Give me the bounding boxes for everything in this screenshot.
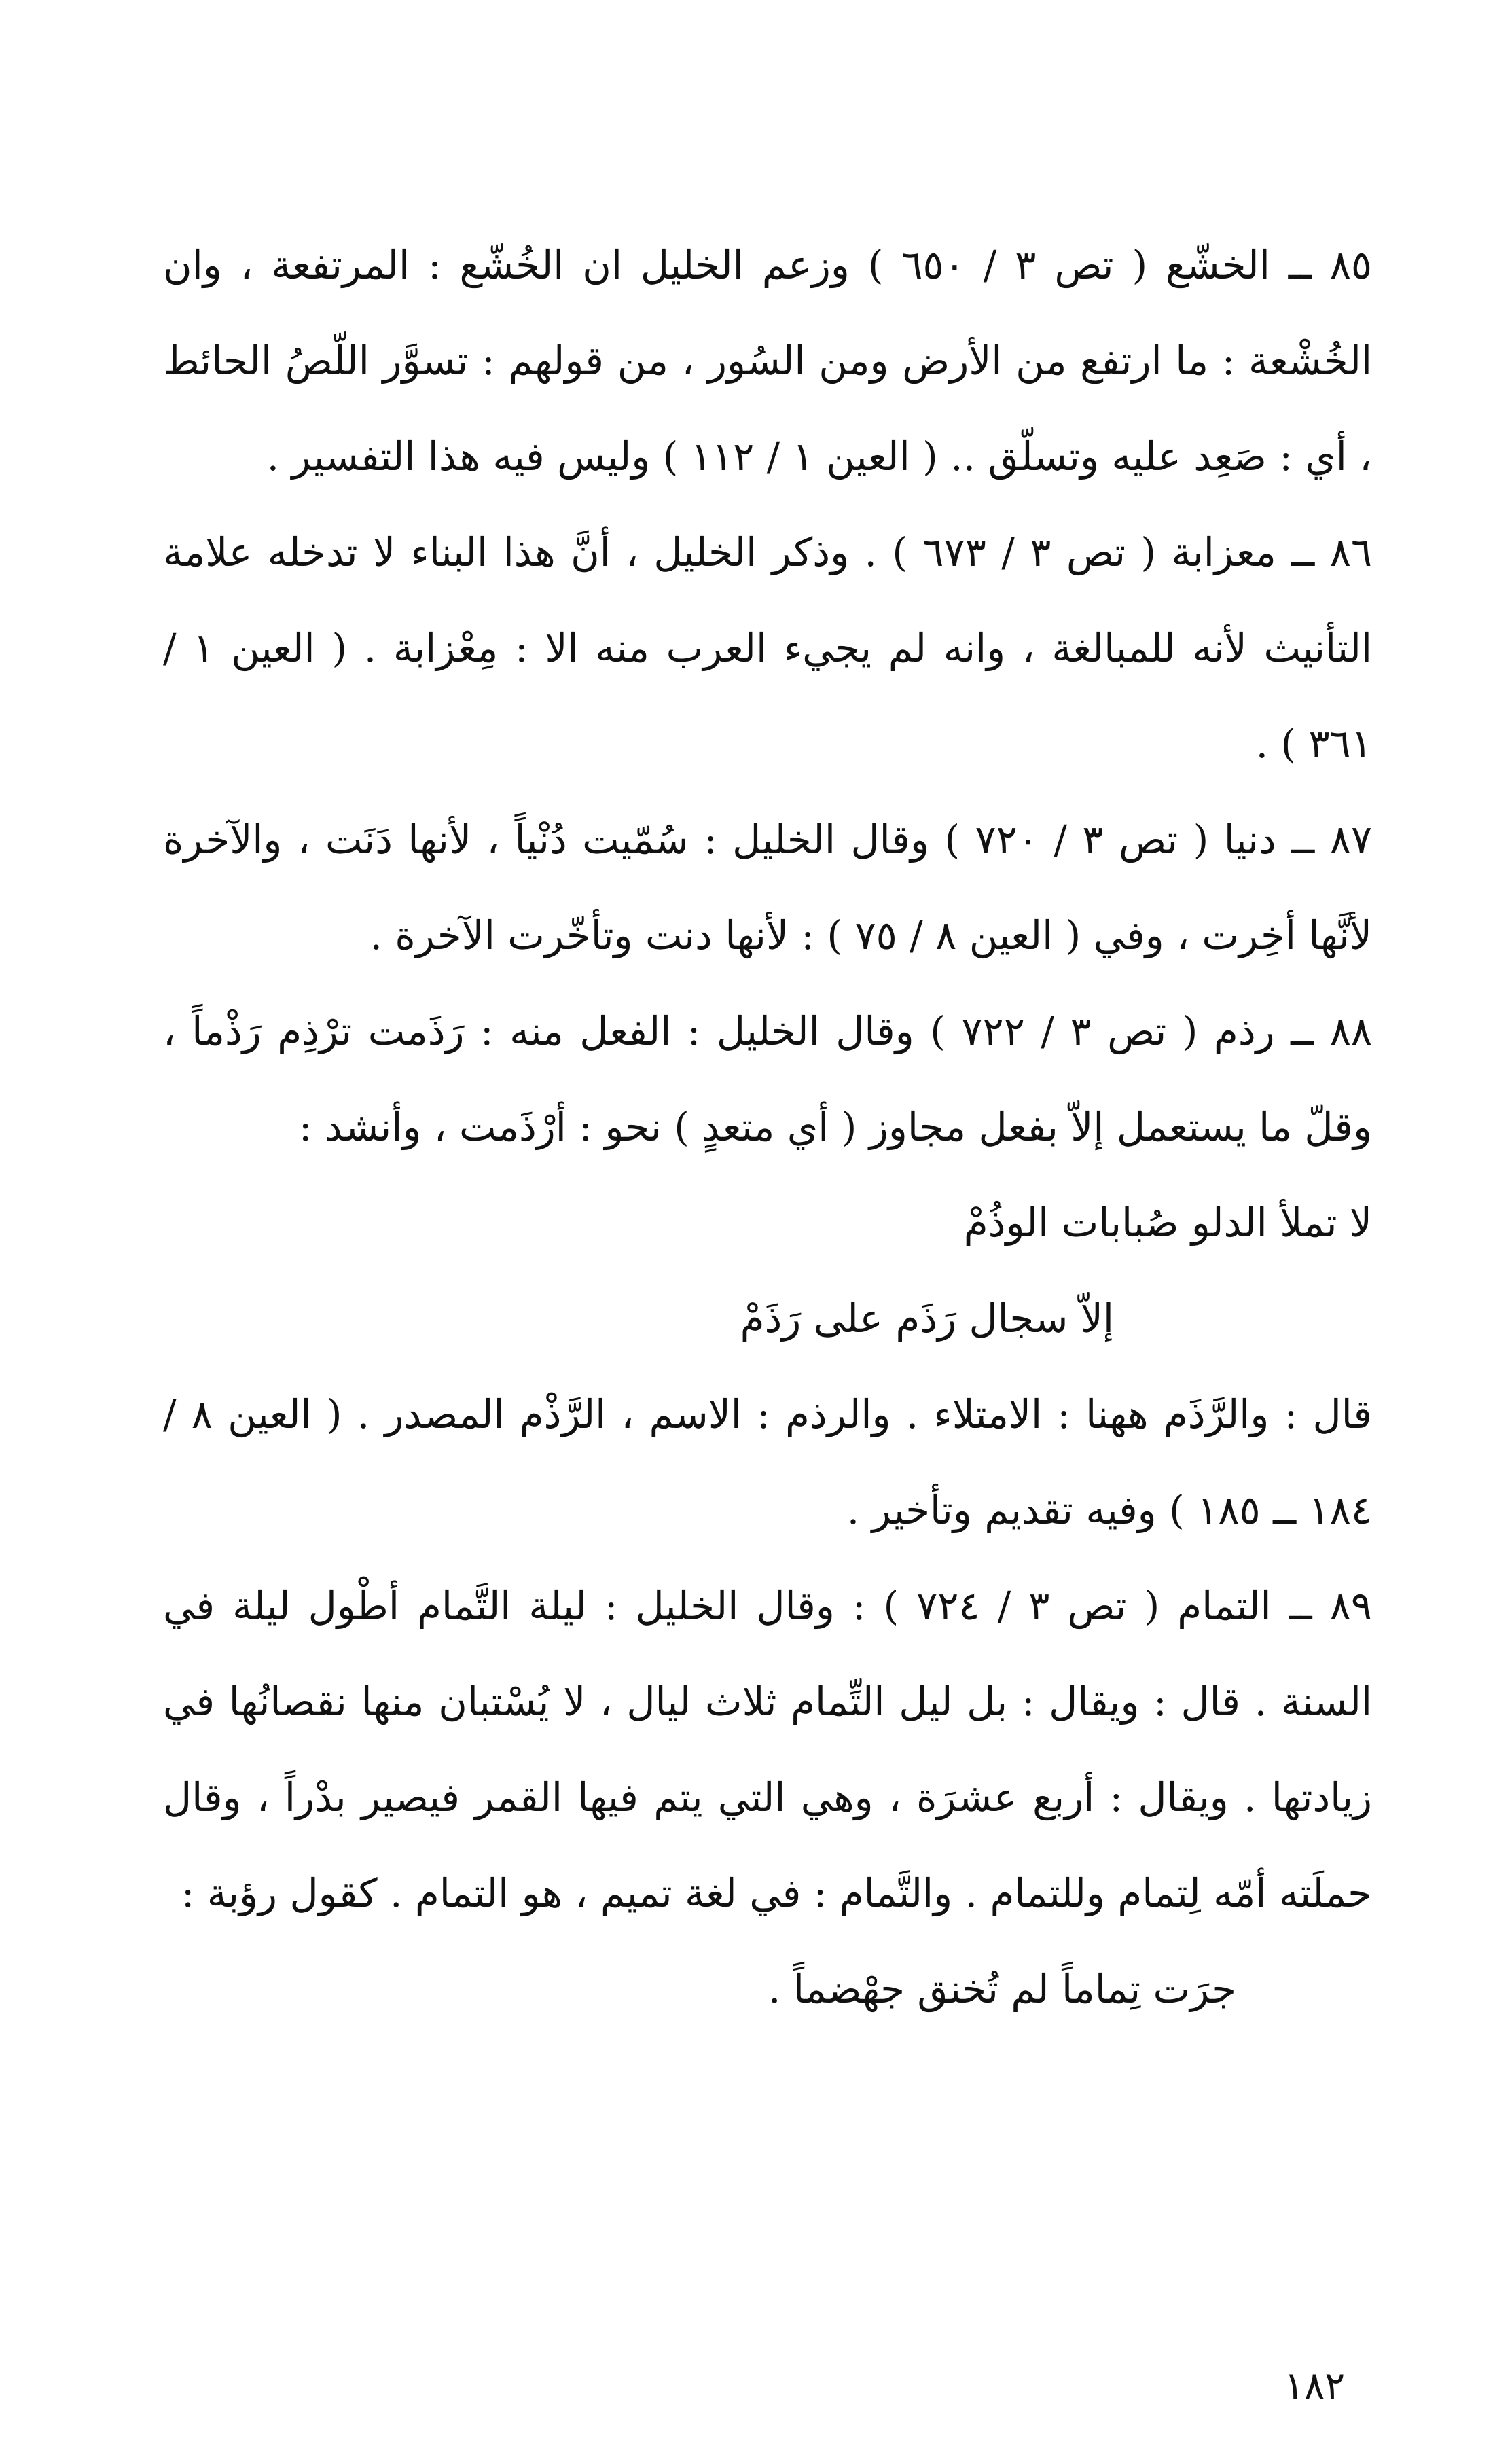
entry-89: ٨٩ ــ التمام ( تص ٣ / ٧٢٤ ) : وقال الخليل : ليلة التَّمام أطْول ليلة في السنة . قال : ويقال : بل ليل التِّمام ثلاث ليال ، لا يُسْتبان منها نقصانُها في زيادتها . ويقال : أربع عشرَة ، وهي التي يتم فيها القمر فيصير بدْراً ، وقال حملَته أمّه لِتمام وللتمام . والتَّمام : في لغة تميم ، هو التمام . كقول رؤبة : xyxy=(163,1583,1372,1916)
entry-85: ٨٥ ــ الخشّع ( تص ٣ / ٦٥٠ ) وزعم الخليل ان الخُشّع : المرتفعة ، وان الخُشْعة : ما ارتفع من الأرض ومن السُور ، من قولهم : تسوَّر اللّصُ الحائط ، أي : صَعِد عليه وتسلّق .. ( العين ١ / ١١٢ ) وليس فيه هذا التفسير . xyxy=(163,242,1372,480)
entry-88: ٨٨ ــ رذم ( تص ٣ / ٧٢٢ ) وقال الخليل : الفعل منه : رَذَمت ترْذِم رَذْماً ، وقلّ ما يستعمل إلاّ بفعل مجاوز ( أي متعدٍ ) نحو : أرْذَمت ، وأنشد : xyxy=(163,1008,1372,1150)
page-number: ١٨٢ xyxy=(1284,2364,1346,2408)
entry-88-continuation: قال : والرَّذَم ههنا : الامتلاء . والرذم : الاسم ، الرَّذْم المصدر . ( العين ٨ / ١٨٤ ــ ١٨٥ ) وفيه تقديم وتأخير . xyxy=(163,1391,1372,1533)
entry-86: ٨٦ ــ معزابة ( تص ٣ / ٦٧٣ ) . وذكر الخليل ، أنَّ هذا البناء لا تدخله علامة التأنيث لأنه للمبالغة ، وانه لم يجيء العرب منه الا : مِعْزابة . ( العين ١ / ٣٦١ ) . xyxy=(163,529,1373,767)
verse-line-1: لا تملأ الدلو صُبابات الوذُمْ xyxy=(963,1200,1372,1246)
entry-87: ٨٧ ــ دنيا ( تص ٣ / ٧٢٠ ) وقال الخليل : سُمّيت دُنْياً ، لأنها دَنَت ، والآخرة لأنَّها أخِرت ، وفي ( العين ٨ / ٧٥ ) : لأنها دنت وتأخّرت الآخرة . xyxy=(163,817,1372,958)
verse-line-3: جرَت تِماماً لم تُخنق جهْضماً . xyxy=(768,1966,1236,2012)
main-text xyxy=(163,217,1372,2037)
verse-line-2: إلاّ سجال رَذَم على رَذَمْ xyxy=(740,1295,1114,1342)
